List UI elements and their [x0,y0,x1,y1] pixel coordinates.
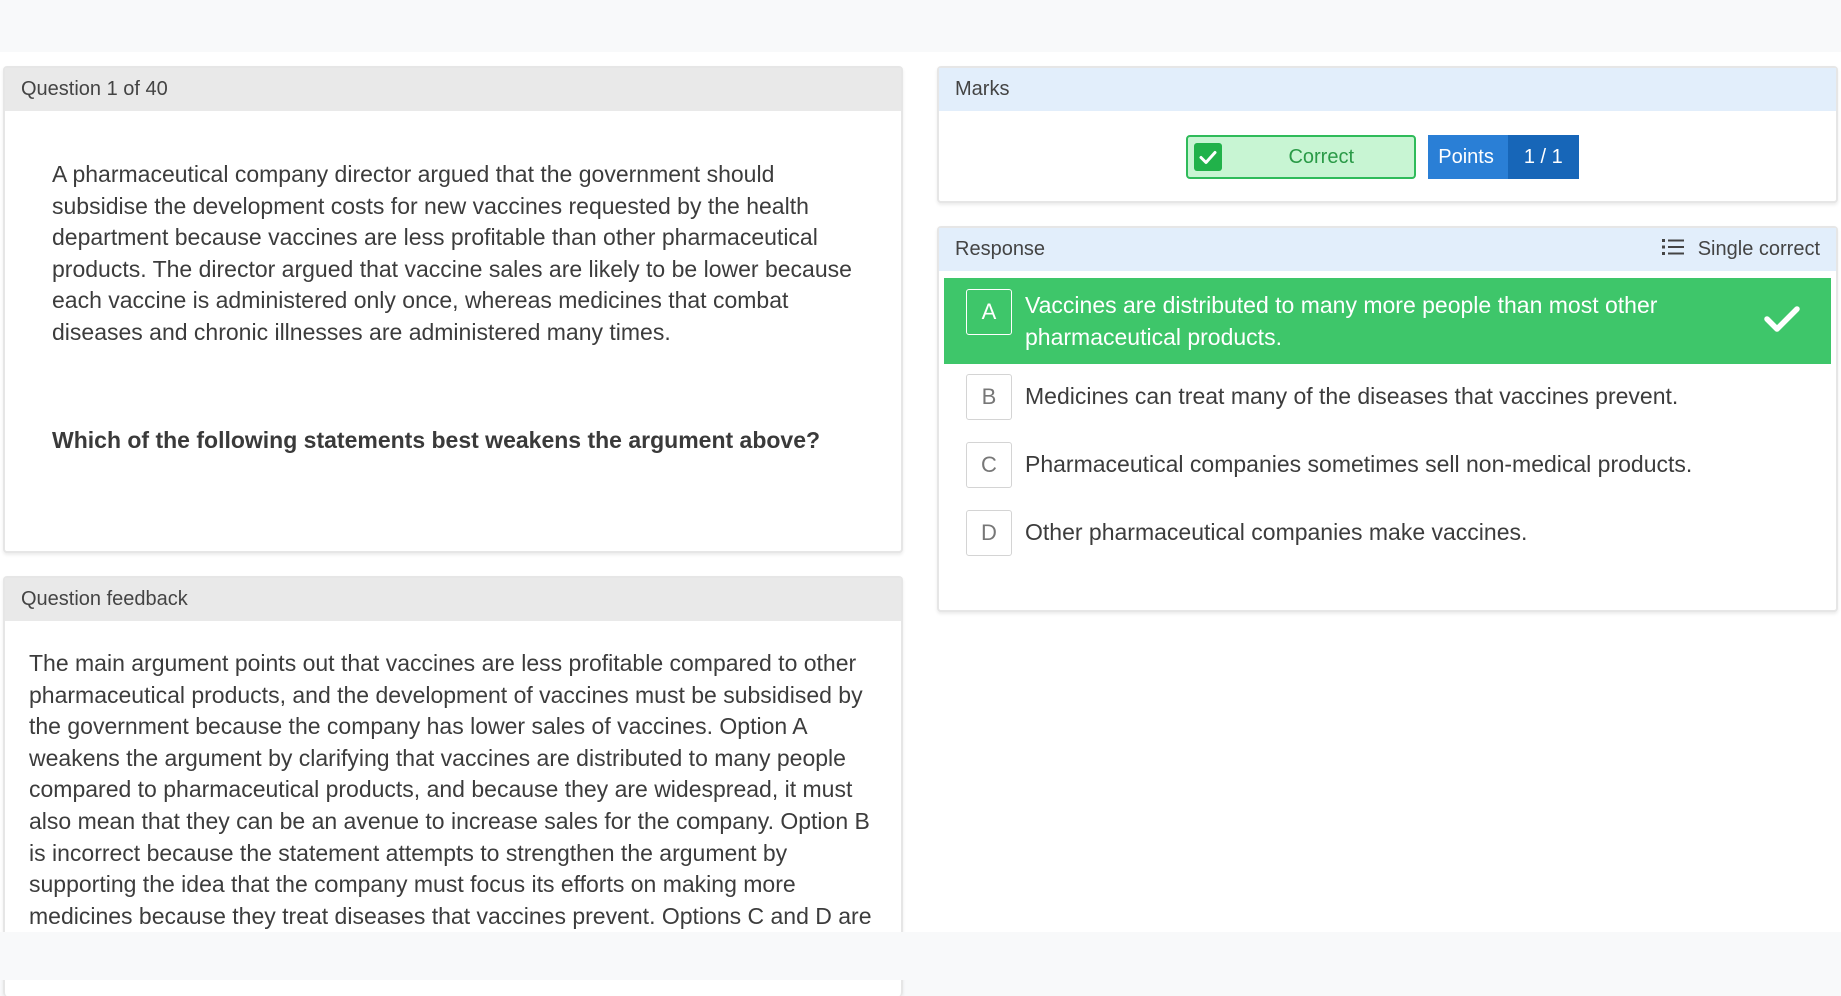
checkmark-icon [1763,304,1801,343]
feedback-title: Question feedback [21,588,188,610]
question-number: Question 1 of 40 [21,78,168,100]
marks-panel [937,66,1838,203]
correct-badge [1186,135,1416,179]
option-b[interactable] [944,364,1831,432]
option-letter: A [966,289,1012,335]
response-header [939,228,1836,271]
points-badge [1428,135,1579,179]
response-title: Response [955,238,1046,260]
question-stem: A pharmaceutical company director argued that the government should subsidise the development costs for new vaccines requested by the health department because vaccines are less profitable than other pharmaceutical products. The director argued that vaccine sales are likely to be lower because each vaccine is administered only once, whereas medicines that combat diseases and chronic illnesses are administered many times. [52,161,852,345]
points-value: 1 / 1 [1508,135,1579,179]
option-text: Other pharmaceutical companies make vaccines. [1025,519,1528,546]
option-d[interactable] [944,500,1831,568]
option-text: Pharmaceutical companies sometimes sell non-medical products. [1025,451,1693,478]
option-c[interactable] [944,432,1831,500]
content-area [0,52,1841,932]
marks-title: Marks [955,78,1010,100]
feedback-header [5,578,901,621]
top-band [0,0,1841,52]
points-label: Points [1428,135,1508,179]
question-body [5,159,901,454]
feedback-text: The main argument points out that vaccines are less profitable compared to other pharmaceutical products, and the development of vaccines must be subsidised by the government because the company has lower sales of vaccines. Option A weakens the argument by clarifying that vaccines are distributed to many people compared to pharmaceutical products, and because they are widespread, it must also mean that they can be an avenue to increase sales for the company. Option B is incorrect because the statement attempts to strengthen the argument by supporting the idea that the company must focus its efforts on making more medicines because they treat diseases that vaccines prevent. Options C and D are [29,650,872,929]
bottom-band [0,932,1841,980]
marks-header [939,68,1836,111]
option-a[interactable] [944,278,1831,364]
options-list [939,271,1836,568]
marks-row [929,135,1836,179]
checkbox-check-icon [1194,143,1222,171]
option-text: Medicines can treat many of the diseases that vaccines prevent. [1025,383,1679,410]
option-letter: B [966,374,1012,420]
response-panel [937,226,1838,612]
option-letter: D [966,510,1012,556]
response-type-label: Single correct [1697,238,1820,260]
question-prompt: Which of the following statements best weakens the argument above? [52,426,821,453]
option-letter: C [966,442,1012,488]
correct-label: Correct [1288,145,1355,168]
question-panel [3,66,903,553]
option-text: Vaccines are distributed to many more people than most other pharmaceutical products. [1025,292,1658,350]
response-type [1662,238,1820,262]
question-header [5,68,901,111]
list-icon [1662,238,1684,262]
